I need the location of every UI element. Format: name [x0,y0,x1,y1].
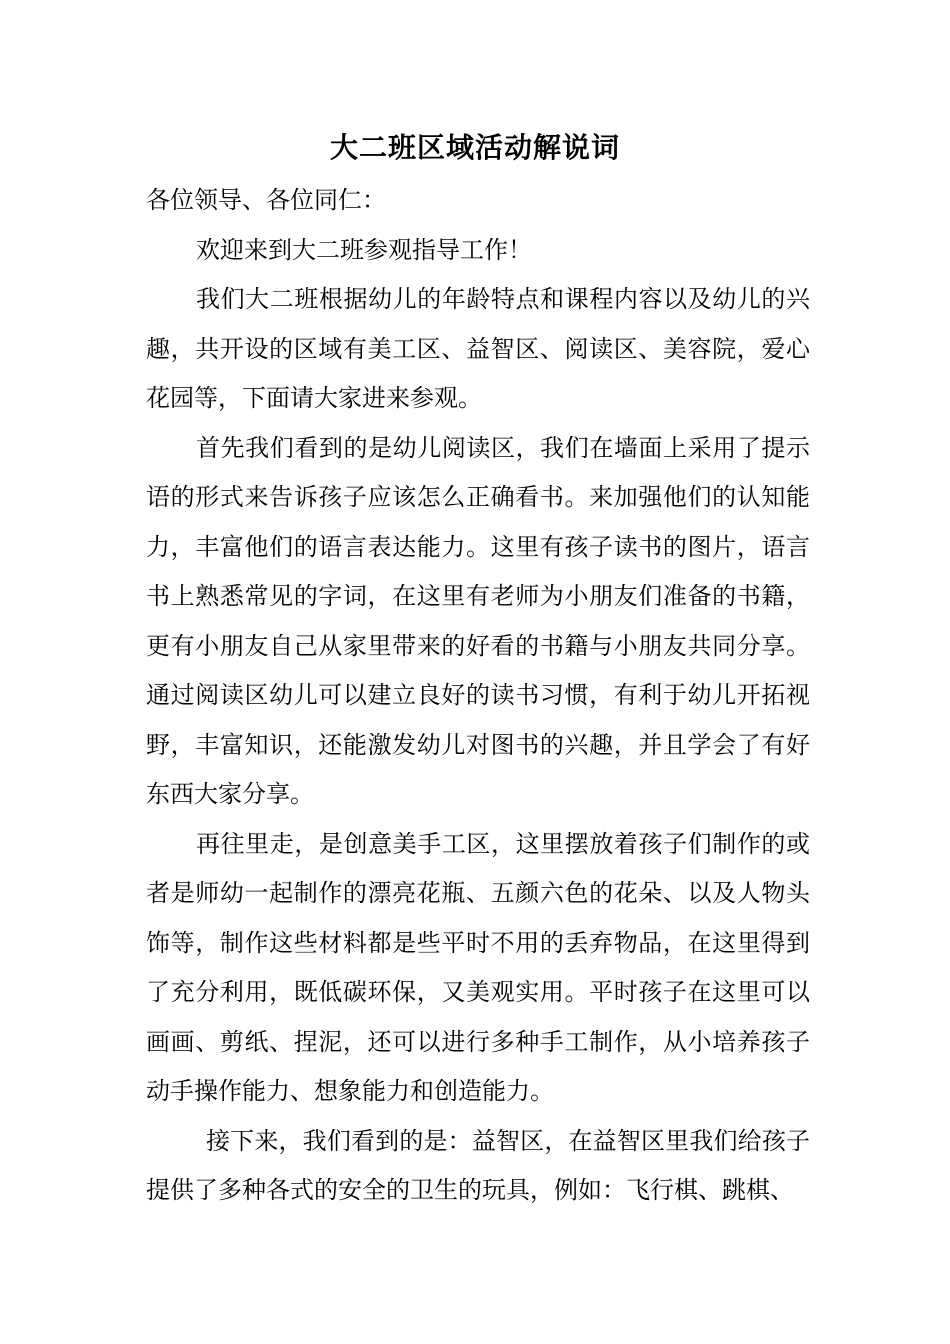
document-body [146,176,810,1216]
greeting-paragraph: 各位领导、各位同仁： [146,186,386,214]
craft-area-paragraph: 再往里走，是创意美手工区，这里摆放着孩子们制作的或者是师幼一起制作的漂亮花瓶、五颜六色的花朵、以及人物头饰等，制作这些材料都是些平时不用的丢弃物品，在这里得到了充分利用，既低碳环保，又美观实用。平时孩子在这里可以画画、剪纸、捏泥，还可以进行多种手工制作，从小培养孩子动手操作能力、想象能力和创造能力。 [146,829,810,1105]
puzzle-area-paragraph: 接下来，我们看到的是：益智区，在益智区里我们给孩子提供了多种各式的安全的卫生的玩具，例如：飞行棋、跳棋、 [146,1126,810,1204]
welcome-paragraph: 欢迎来到大二班参观指导工作！ [196,235,532,264]
reading-area-paragraph: 首先我们看到的是幼儿阅读区，我们在墙面上采用了提示语的形式来告诉孩子应该怎么正确看书。来加强他们的认知能力，丰富他们的语言表达能力。这里有孩子读书的图片，语言书上熟悉常见的字词，在这里有老师为小朋友们准备的书籍，更有小朋友自己从家里带来的好看的书籍与小朋友共同分享。通过阅读区幼儿可以建立良好的读书习惯，有利于幼儿开拓视野，丰富知识，还能激发幼儿对图书的兴趣，并且学会了有好东西大家分享。 [146,433,810,808]
document-title: 大二班区域活动解说词 [329,131,620,164]
intro-paragraph: 我们大二班根据幼儿的年龄特点和课程内容以及幼儿的兴趣，共开设的区域有美工区、益智区、阅读区、美容院，爱心花园等，下面请大家进来参观。 [146,285,810,412]
